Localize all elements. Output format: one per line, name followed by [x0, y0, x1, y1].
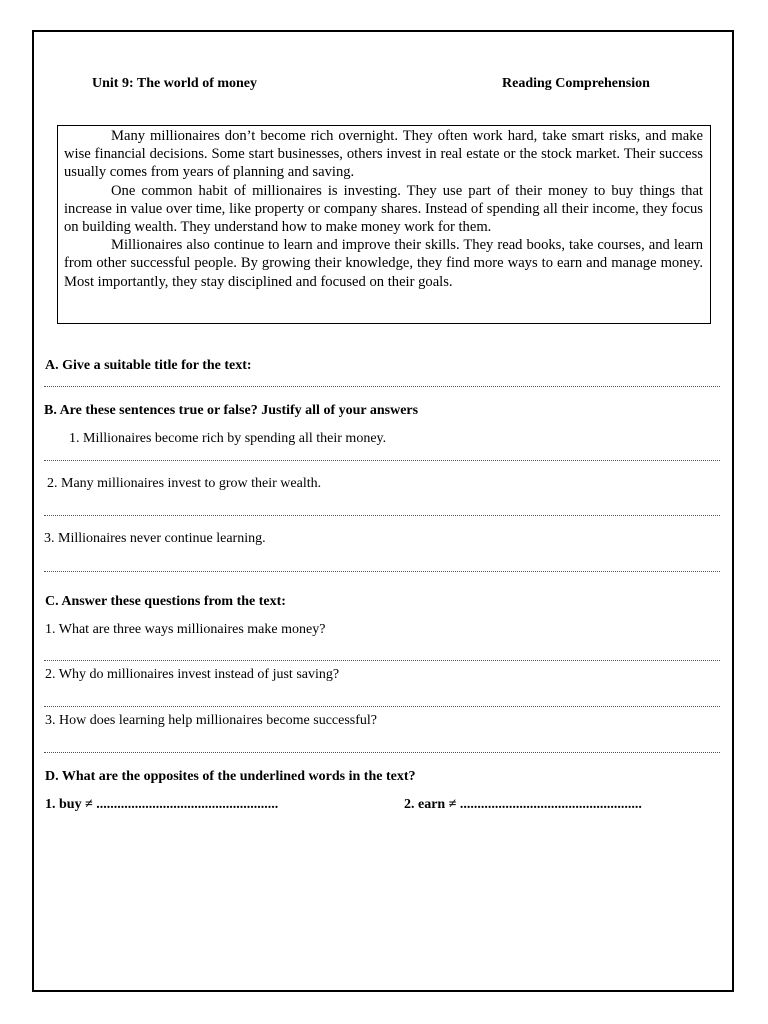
question-c1: 1. What are three ways millionaires make money?	[45, 622, 326, 637]
tf-statement-1: 1. Millionaires become rich by spending all their money.	[69, 431, 387, 446]
answer-line-c3[interactable]	[44, 752, 720, 753]
answer-line-b2[interactable]	[44, 515, 720, 516]
answer-line-b1[interactable]	[44, 460, 720, 461]
passage-paragraph-3: Millionaires also continue to learn and improve their skills. They read books, take courses, and learn from other successful people. By growing their knowledge, they find more ways to earn and manage money. Most importantly, they stay disciplined and focused on their goals.	[64, 237, 703, 290]
opposite-earn[interactable]: 2. earn ≠ ....................................................	[404, 797, 642, 812]
tf-statement-3: 3. Millionaires never continue learning.	[44, 531, 266, 546]
unit-title: Unit 9: The world of money	[92, 76, 258, 91]
answer-line-b3[interactable]	[44, 571, 720, 572]
section-title: Reading Comprehension	[502, 76, 650, 91]
section-d-heading: D. What are the opposites of the underlined words in the text?	[45, 769, 416, 784]
section-a-heading: A. Give a suitable title for the text:	[45, 358, 252, 373]
tf-statement-2: 2. Many millionaires invest to grow their wealth.	[47, 476, 322, 491]
answer-line-c2[interactable]	[44, 706, 720, 707]
passage-paragraph-1: Many millionaires don’t become rich overnight. They often work hard, take smart risks, and make wise financial decisions. Some start businesses, others invest in real estate or the stock market. Their success usually comes from years of planning and saving.	[64, 128, 703, 181]
passage-paragraph-2: One common habit of millionaires is investing. They use part of their money to buy things that increase in value over time, like property or company shares. Instead of spending all their income, they focus on building wealth. They understand how to make money work for them.	[64, 182, 703, 236]
answer-line-c1[interactable]	[44, 660, 720, 661]
opposite-buy[interactable]: 1. buy ≠ ....................................................	[45, 797, 279, 812]
reading-passage	[57, 125, 711, 324]
section-c-heading: C. Answer these questions from the text:	[45, 594, 286, 609]
question-c2: 2. Why do millionaires invest instead of just saving?	[45, 667, 340, 682]
section-b-heading: B. Are these sentences true or false? Justify all of your answers	[44, 403, 419, 418]
answer-line-a[interactable]	[44, 386, 720, 387]
question-c3: 3. How does learning help millionaires become successful?	[45, 713, 378, 728]
